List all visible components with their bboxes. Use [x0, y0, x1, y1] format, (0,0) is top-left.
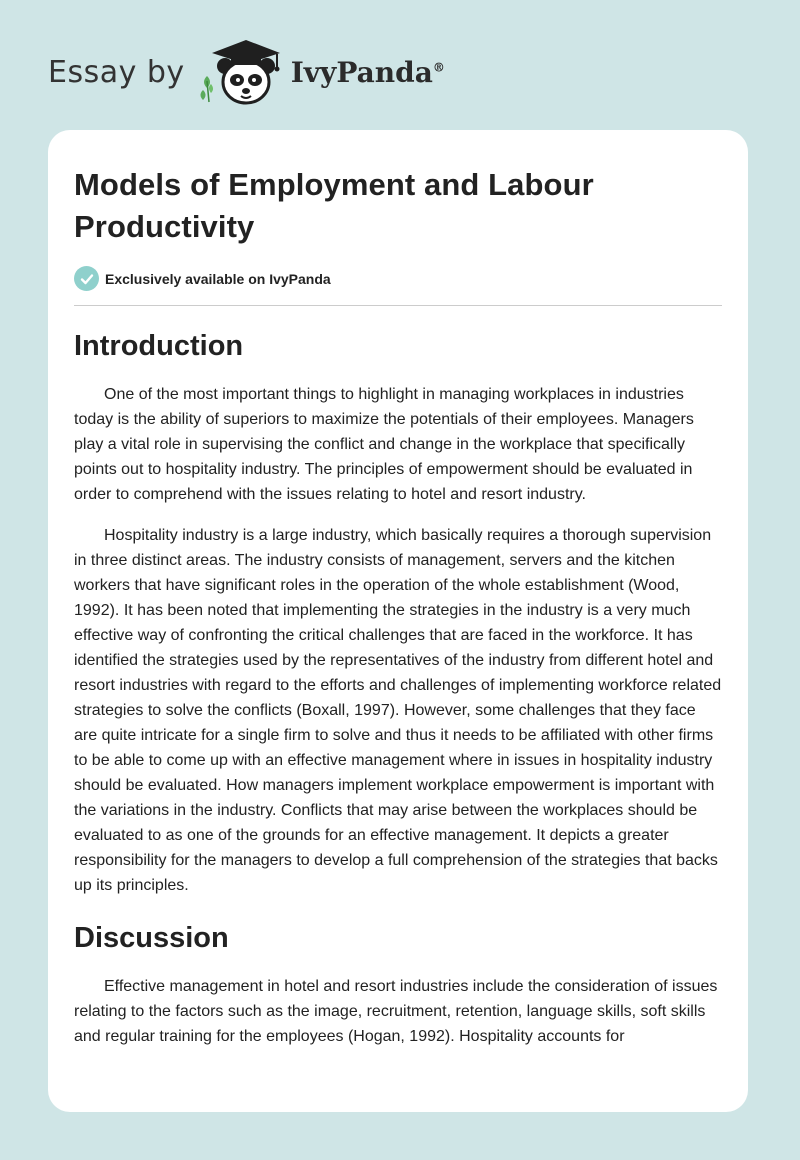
section-heading-introduction: Introduction — [74, 330, 244, 362]
exclusive-badge-text: Exclusively available on IvyPanda — [105, 270, 331, 287]
brand-name[interactable] — [291, 56, 445, 89]
essay-card — [48, 130, 748, 1112]
essay-title: Models of Employment and Labour Productivity — [74, 167, 594, 244]
paragraph: Hospitality industry is a large industry, which basically requires a thorough supervision in three distinct areas. The industry consists of management, servers and the kitchen workers that have significant roles in the operation of the whole establishment (Wood, 1992). It has been noted that implementing the strategies in the industry is a very much effective way of confronting the critical challenges that are faced in the workforce. It has identified the strategies used by the representatives of the industry from different hotel and resort industries with regard to the efforts and challenges of implementing workforce related strategies to solve the conflicts (Boxall, 1997). However, some challenges that they face are quite intricate for a single firm to solve and thus it needs to be affiliated with other firms to be able to come up with an effective management where in issues in hospitality industry should be evaluated. How managers implement workplace empowerment is important with the variations in the industry. Conflicts that may arise between the workplaces should be evaluated to as one of the grounds for an effective management. It depicts a greater responsibility for the managers to develop a full comprehension of the strategies that backs up its principles. — [74, 527, 722, 894]
registered-mark: ® — [432, 60, 445, 75]
essay-by-label: Essay by — [48, 54, 185, 90]
paragraph: Effective management in hotel and resort industries include the consideration of issues relating to the factors such as the image, recruitment, retention, language skills, soft skills and regular training for the employees (Hogan, 1992). Hospitality accounts for — [74, 978, 718, 1045]
section-heading-discussion: Discussion — [74, 922, 229, 954]
panda-graduate-logo-icon[interactable] — [197, 36, 287, 108]
check-circle-icon — [74, 266, 99, 291]
title-divider — [74, 305, 722, 306]
exclusive-badge — [74, 266, 722, 291]
paragraph: One of the most important things to highlight in managing workplaces in industries today is the ability of superiors to maximize the potentials of their employees. Managers play a vital role in supervising the conflict and change in the workplace that specifically points out to hospitality industry. The principles of empowerment should be evaluated in order to comprehend with the issues relating to hotel and resort industry. — [74, 386, 694, 503]
site-header — [48, 36, 445, 108]
brand-name-text: IvyPanda — [290, 55, 433, 89]
